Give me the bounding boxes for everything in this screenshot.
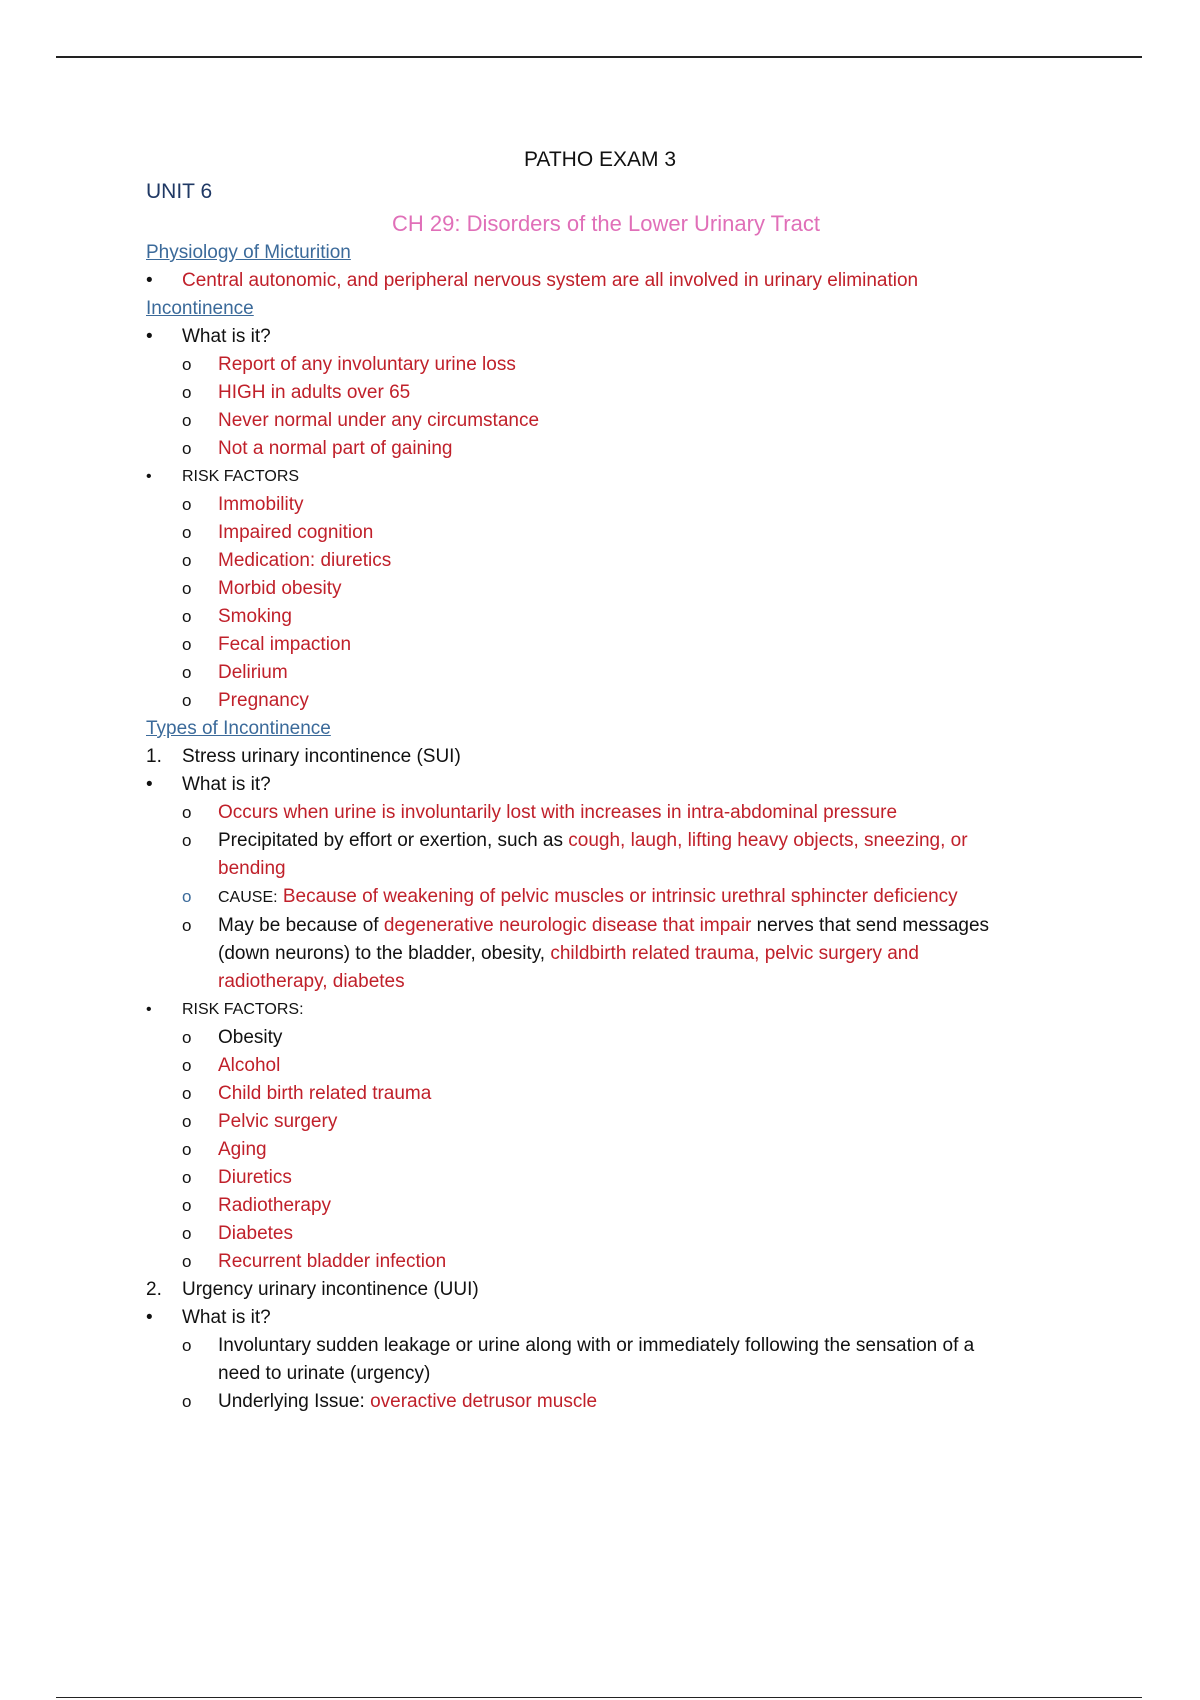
bullet-icon: • <box>146 774 153 795</box>
list-item <box>146 603 1046 631</box>
list-item-text: Diuretics <box>218 1167 292 1188</box>
list-item-text: Medication: diuretics <box>218 550 392 571</box>
sub-bullet-icon: o <box>182 495 192 514</box>
list-item <box>146 1108 1046 1136</box>
section-heading-incontinence: Incontinence <box>146 298 254 319</box>
bullet-icon: • <box>146 468 152 485</box>
sub-bullet-icon: o <box>182 439 192 458</box>
list-item-text: May be because of <box>218 915 379 936</box>
sub-bullet-icon: o <box>182 803 192 822</box>
section-heading-types: Types of Incontinence <box>146 718 331 739</box>
page-title: PATHO EXAM 3 <box>523 148 677 171</box>
list-item <box>146 1304 1046 1332</box>
list-item <box>146 1192 1046 1220</box>
list-item <box>146 1220 1046 1248</box>
sub-bullet-icon: o <box>182 1056 192 1075</box>
list-item-text: Pregnancy <box>218 690 309 711</box>
sub-bullet-icon: o <box>182 607 192 626</box>
list-item-text: RISK FACTORS <box>182 468 300 485</box>
list-item <box>146 491 1046 519</box>
item-number: 2. <box>146 1279 162 1300</box>
bottom-rule <box>56 1697 1142 1698</box>
list-item-text: Stress urinary incontinence (SUI) <box>182 746 461 767</box>
sub-bullet-icon: o <box>182 1084 192 1103</box>
sub-bullet-icon: o <box>182 1392 192 1411</box>
sub-bullet-icon: o <box>182 383 192 402</box>
list-item-text: Child birth related trauma <box>218 1083 432 1104</box>
list-item-text: Delirium <box>218 662 288 683</box>
list-item-text: What is it? <box>182 1307 271 1328</box>
list-item-text: Involuntary sudden leakage or urine along with or immediately following the sensation of a <box>218 1335 975 1356</box>
chapter-heading: CH 29: Disorders of the Lower Urinary Tract <box>392 211 820 236</box>
issue-text: overactive detrusor muscle <box>370 1391 598 1412</box>
list-item <box>146 323 1046 351</box>
list-item <box>146 1164 1046 1192</box>
list-item <box>146 1080 1046 1108</box>
bullet-icon: • <box>146 270 153 291</box>
sub-bullet-icon: o <box>182 663 192 682</box>
sub-bullet-icon: o <box>182 635 192 654</box>
sub-bullet-icon: o <box>182 523 192 542</box>
cause-text: Because of weakening of pelvic muscles or intrinsic urethral sphincter deficiency <box>282 886 958 907</box>
top-rule <box>56 56 1142 58</box>
list-item-text: Diabetes <box>218 1223 293 1244</box>
list-item <box>146 547 1046 575</box>
list-item <box>146 463 1046 491</box>
issue-label: Underlying Issue: <box>218 1391 365 1412</box>
section-heading-micturition: Physiology of Micturition <box>146 242 351 263</box>
list-item <box>146 827 1046 883</box>
sub-bullet-icon: o <box>182 1252 192 1271</box>
sub-bullet-icon: o <box>182 916 192 935</box>
list-item <box>146 435 1046 463</box>
list-item-text: Morbid obesity <box>218 578 342 599</box>
list-item-text: Pelvic surgery <box>218 1111 338 1132</box>
incontinence-what-list <box>146 351 1046 463</box>
bullet-icon: • <box>146 326 153 347</box>
list-item <box>146 1332 1046 1388</box>
list-item-highlight: degenerative neurologic disease that impair <box>383 915 752 936</box>
list-item <box>146 1248 1046 1276</box>
list-item-text: Not a normal part of gaining <box>218 438 453 459</box>
sub-bullet-icon: o <box>182 411 192 430</box>
sub-bullet-icon: o <box>182 551 192 570</box>
list-item-text: Obesity <box>218 1027 283 1048</box>
bullet-icon: • <box>146 1307 153 1328</box>
sub-bullet-icon: o <box>182 1140 192 1159</box>
list-item-text: Urgency urinary incontinence (UUI) <box>182 1279 479 1300</box>
sub-bullet-icon: o <box>182 831 192 850</box>
item-number: 1. <box>146 746 162 767</box>
list-item <box>146 883 1046 912</box>
list-item <box>146 1052 1046 1080</box>
list-item-text: What is it? <box>182 326 271 347</box>
list-item-text: Radiotherapy <box>218 1195 332 1216</box>
sui-risk-list <box>146 1052 1046 1276</box>
list-item-text: Fecal impaction <box>218 634 352 655</box>
bullet-icon: • <box>146 1001 152 1018</box>
list-item-text: HIGH in adults over 65 <box>218 382 411 403</box>
list-item-text: RISK FACTORS: <box>182 1001 304 1018</box>
list-item-text: Report of any involuntary urine loss <box>218 354 516 375</box>
list-item-text: Impaired cognition <box>218 522 374 543</box>
list-item <box>146 631 1046 659</box>
list-item <box>146 267 1046 295</box>
list-item-text: need to urinate (urgency) <box>218 1363 431 1384</box>
list-item-text: Never normal under any circumstance <box>218 410 540 431</box>
sub-bullet-icon: o <box>182 691 192 710</box>
list-item <box>146 996 1046 1024</box>
list-item-highlight: bending <box>218 858 286 879</box>
list-item <box>146 519 1046 547</box>
list-item <box>146 1388 1046 1416</box>
list-item <box>146 407 1046 435</box>
list-item-text: What is it? <box>182 774 271 795</box>
list-item-text: nerves that send messages <box>756 915 990 936</box>
list-item <box>146 1024 1046 1052</box>
list-item-highlight: childbirth related trauma, pelvic surgery and <box>550 943 919 964</box>
list-item-highlight: radiotherapy, diabetes <box>218 971 405 992</box>
sub-bullet-icon: o <box>182 355 192 374</box>
list-item <box>146 351 1046 379</box>
cause-label: CAUSE: <box>218 889 278 906</box>
document-body <box>146 145 1046 1416</box>
list-item <box>146 575 1046 603</box>
sub-bullet-icon: o <box>182 1112 192 1131</box>
list-item-text: Immobility <box>218 494 304 515</box>
list-item <box>146 799 1046 827</box>
sub-bullet-icon: o <box>182 1168 192 1187</box>
list-item-highlight: cough, laugh, lifting heavy objects, sneezing, or <box>568 830 968 851</box>
list-item <box>146 771 1046 799</box>
unit-heading: UNIT 6 <box>146 180 213 203</box>
sub-bullet-icon: o <box>182 887 192 906</box>
list-item-text: (down neurons) to the bladder, obesity, <box>218 943 546 964</box>
incontinence-risk-list <box>146 491 1046 715</box>
list-item-text: Aging <box>218 1139 267 1160</box>
list-item <box>146 912 1046 996</box>
list-item-text: Central autonomic, and peripheral nervous system are all involved in urinary elimination <box>182 270 919 291</box>
sub-bullet-icon: o <box>182 1224 192 1243</box>
list-item <box>146 659 1046 687</box>
list-item <box>146 687 1046 715</box>
sub-bullet-icon: o <box>182 579 192 598</box>
list-item <box>146 379 1046 407</box>
list-item-text: Recurrent bladder infection <box>218 1251 447 1272</box>
sub-bullet-icon: o <box>182 1028 192 1047</box>
list-item-text: Occurs when urine is involuntarily lost with increases in intra-abdominal pressure <box>218 802 898 823</box>
sub-bullet-icon: o <box>182 1196 192 1215</box>
numbered-item <box>146 743 1046 771</box>
list-item-text: Smoking <box>218 606 292 627</box>
list-item-text: Alcohol <box>218 1055 281 1076</box>
list-item <box>146 1136 1046 1164</box>
list-item-text: Precipitated by effort or exertion, such as <box>218 830 563 851</box>
numbered-item <box>146 1276 1046 1304</box>
sub-bullet-icon: o <box>182 1336 192 1355</box>
